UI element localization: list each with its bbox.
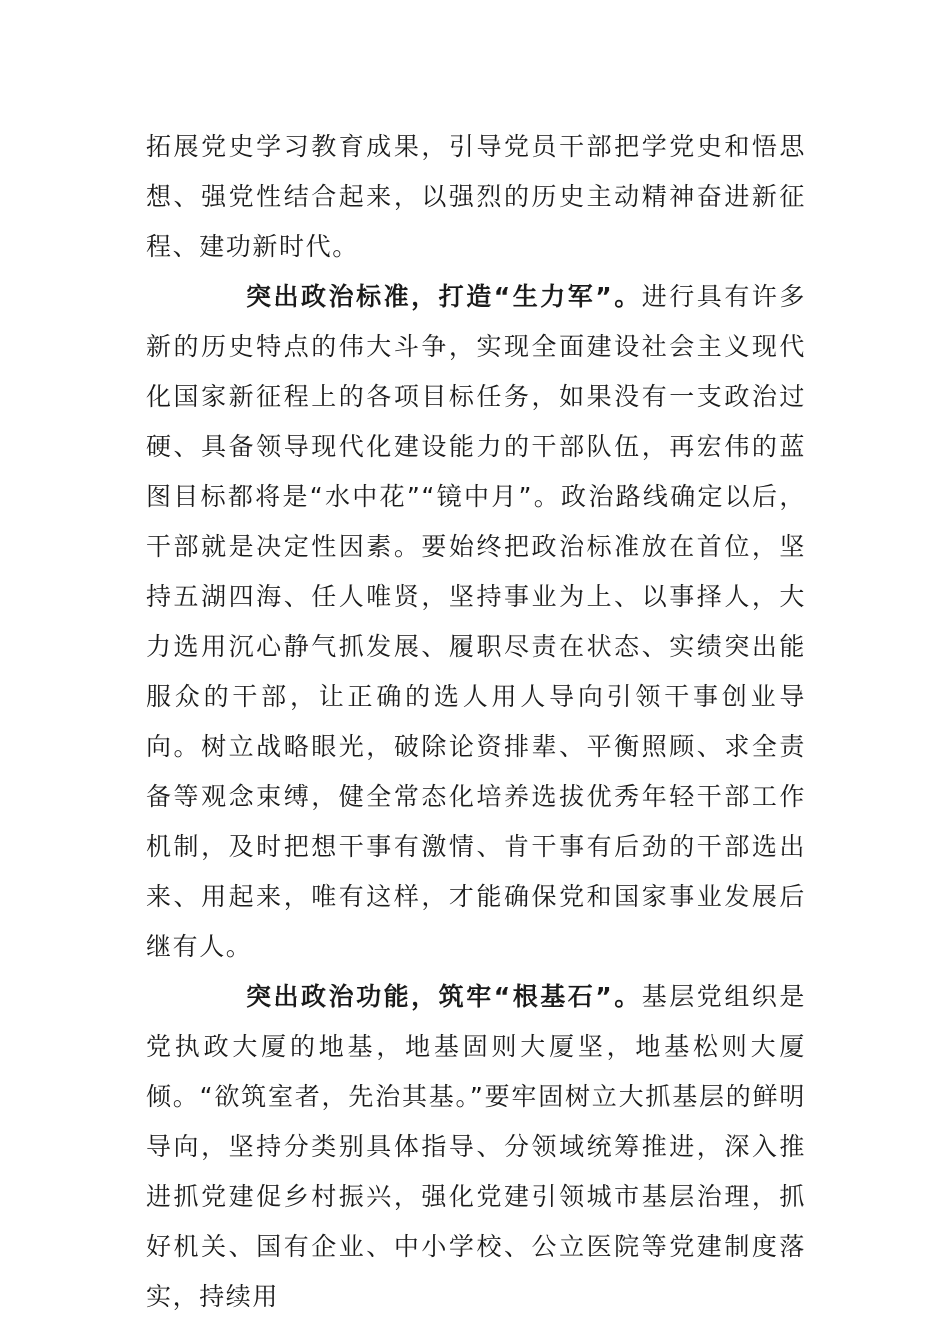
paragraph-heading: 突出政治功能，筑牢“根基石”。 [246,982,642,1011]
paragraph-body: 基层党组织是党执政大厦的地基，地基固则大厦坚，地基松则大厦倾。“欲筑室者，先治其基。”要牢固树立大抓基层的鲜明导向，坚持分类别具体指导、分领域统筹推进，深入推进抓党建促乡村振兴，强化党建引领城市基层治理，抓好机关、国有企业、中小学校、公立医院等党建制度落实，持续用 [146,982,806,1311]
paragraph-political-function [146,972,806,1322]
paragraph-continuation [146,122,806,272]
paragraph-body: 进行具有许多新的历史特点的伟大斗争，实现全面建设社会主义现代化国家新征程上的各项目标任务，如果没有一支政治过硬、具备领导现代化建设能力的干部队伍，再宏伟的蓝图目标都将是“水中花”“镜中月”。政治路线确定以后，干部就是决定性因素。要始终把政治标准放在首位，坚持五湖四海、任人唯贤，坚持事业为上、以事择人，大力选用沉心静气抓发展、履职尽责在状态、实绩突出能服众的干部，让正确的选人用人导向引领干事创业导向。树立战略眼光，破除论资排辈、平衡照顾、求全责备等观念束缚，健全常态化培养选拔优秀年轻干部工作机制，及时把想干事有激情、肯干事有后劲的干部选出来、用起来，唯有这样，才能确保党和国家事业发展后继有人。 [146,282,806,961]
paragraph-political-standard [146,272,806,972]
paragraph-body: 拓展党史学习教育成果，引导党员干部把学党史和悟思想、强党性结合起来，以强烈的历史主动精神奋进新征程、建功新时代。 [146,132,806,261]
paragraph-heading: 突出政治标准，打造“生力军”。 [246,282,642,311]
document-body [146,122,806,1322]
